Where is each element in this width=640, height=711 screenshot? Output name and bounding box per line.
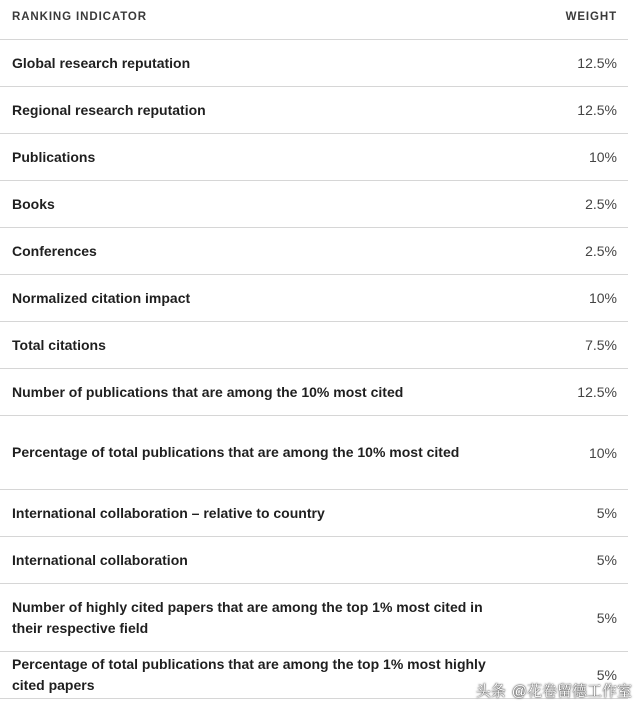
weight-value: 2.5% bbox=[585, 196, 617, 212]
weight-value: 10% bbox=[588, 149, 617, 165]
indicator-label: Total citations bbox=[12, 336, 106, 353]
indicator-label: Normalized citation impact bbox=[12, 289, 191, 306]
indicator-label: Books bbox=[12, 195, 55, 212]
watermark-brand: 头条 bbox=[475, 683, 506, 700]
watermark bbox=[476, 680, 632, 701]
table-row bbox=[0, 40, 628, 87]
table-row bbox=[0, 181, 628, 228]
table-row bbox=[0, 369, 628, 416]
weight-value: 2.5% bbox=[585, 243, 617, 259]
indicator-label: Percentage of total publications that are among the 10% most cited bbox=[12, 444, 460, 460]
watermark-handle: @花卷留德工作室 bbox=[511, 683, 632, 700]
weight-value: 12.5% bbox=[577, 55, 617, 71]
table-row bbox=[0, 490, 628, 537]
weight-value: 5% bbox=[596, 505, 617, 521]
table-row bbox=[0, 584, 628, 652]
header-weight-label: WEIGHT bbox=[565, 11, 617, 23]
weight-value: 7.5% bbox=[585, 337, 617, 353]
table-row bbox=[0, 322, 628, 369]
table-row bbox=[0, 537, 628, 584]
table-row bbox=[0, 275, 628, 322]
indicator-label: Percentage of total publications that are among the top 1% most highly cited papers bbox=[12, 656, 486, 693]
table-row bbox=[0, 228, 628, 275]
weight-value: 10% bbox=[588, 290, 617, 306]
table-row bbox=[0, 134, 628, 181]
weight-value: 5% bbox=[596, 609, 617, 626]
weight-value: 10% bbox=[588, 444, 617, 461]
weight-value: 12.5% bbox=[577, 102, 617, 118]
weight-value: 12.5% bbox=[577, 384, 617, 400]
indicator-label: Number of publications that are among the 10% most cited bbox=[12, 383, 404, 400]
indicator-label: International collaboration – relative to country bbox=[12, 504, 325, 521]
indicator-label: Regional research reputation bbox=[12, 101, 206, 118]
weight-value: 5% bbox=[596, 552, 617, 568]
table-row bbox=[0, 87, 628, 134]
weight-value: 5% bbox=[596, 667, 617, 683]
indicator-label: Publications bbox=[12, 148, 96, 165]
table-header bbox=[0, 0, 628, 40]
indicator-label: Number of highly cited papers that are among the top 1% most cited in their respective field bbox=[12, 598, 483, 636]
indicator-label: Global research reputation bbox=[12, 54, 191, 71]
table-row bbox=[0, 416, 628, 490]
indicator-label: International collaboration bbox=[12, 551, 188, 568]
header-indicator-label: RANKING INDICATOR bbox=[12, 11, 147, 23]
indicator-label: Conferences bbox=[12, 242, 97, 259]
